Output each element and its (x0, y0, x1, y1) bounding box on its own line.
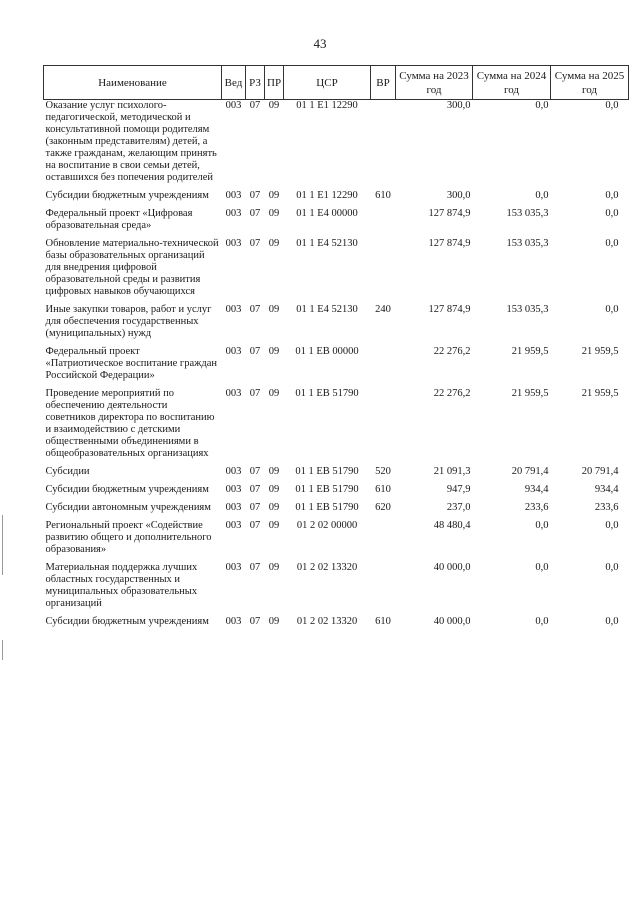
header-sum-2025: Сумма на 2025 год (551, 66, 629, 100)
row-rz: 07 (249, 100, 261, 111)
row-rz: 07 (249, 238, 261, 249)
header-sum-2023: Сумма на 2023 год (396, 66, 473, 100)
row-name: Федеральный проект «Цифровая образовательная среда» (45, 208, 193, 231)
row-vr: 610 (375, 190, 391, 201)
row-vr: 520 (375, 466, 391, 477)
row-vr (371, 562, 396, 616)
table-row (44, 388, 629, 466)
row-vr (371, 100, 396, 191)
row-ved: 003 (225, 190, 242, 201)
row-sum-2025: 0,0 (605, 208, 619, 219)
row-ved: 003 (225, 562, 242, 573)
row-name: Федеральный проект «Патриотическое воспитание граждан Российской Федерации» (45, 346, 218, 381)
row-sum-2024: 0,0 (535, 100, 549, 111)
row-name: Субсидии бюджетным учреждениям (45, 616, 209, 627)
row-vr (371, 346, 396, 388)
row-sum-2025: 21 959,5 (581, 388, 619, 399)
row-sum-2023: 48 480,4 (433, 520, 471, 531)
row-pr: 09 (268, 502, 280, 513)
row-pr: 09 (268, 562, 280, 573)
row-rz: 07 (249, 190, 261, 201)
row-sum-2025: 0,0 (605, 616, 619, 627)
row-ved: 003 (225, 520, 242, 531)
row-pr: 09 (268, 616, 280, 627)
row-csr: 01 1 Е4 00000 (296, 208, 358, 219)
row-sum-2024: 934,4 (524, 484, 549, 495)
table-row (44, 502, 629, 520)
row-sum-2024: 0,0 (535, 190, 549, 201)
row-vr: 610 (375, 616, 391, 627)
row-sum-2023: 127 874,9 (428, 304, 471, 315)
row-csr: 01 1 Е1 12290 (296, 100, 358, 111)
row-ved: 003 (225, 100, 242, 111)
margin-line (2, 640, 3, 660)
row-vr (371, 238, 396, 304)
row-csr: 01 1 ЕВ 51790 (295, 484, 359, 495)
row-pr: 09 (268, 304, 280, 315)
row-sum-2024: 20 791,4 (511, 466, 549, 477)
header-pr: ПР (265, 66, 284, 100)
row-sum-2025: 934,4 (594, 484, 619, 495)
row-name: Субсидии автономным учреждениям (45, 502, 211, 513)
table-row (44, 304, 629, 346)
row-name: Субсидии бюджетным учреждениям (45, 484, 209, 495)
row-rz: 07 (249, 520, 261, 531)
row-vr: 610 (375, 484, 391, 495)
row-vr (371, 520, 396, 562)
page-number: 43 (313, 36, 327, 51)
row-ved: 003 (225, 502, 242, 513)
table-row (44, 562, 629, 616)
row-ved: 003 (225, 466, 242, 477)
row-name: Проведение мероприятий по обеспечению деятельности советников директора по воспитанию и взаимодействию с детскими общественными объединениями в общеобразовательных организациях (45, 388, 215, 459)
row-csr: 01 1 ЕВ 00000 (295, 346, 359, 357)
row-rz: 07 (249, 502, 261, 513)
row-sum-2023: 21 091,3 (433, 466, 471, 477)
row-sum-2023: 300,0 (446, 190, 471, 201)
row-sum-2024: 153 035,3 (506, 208, 549, 219)
table-row (44, 100, 629, 191)
row-pr: 09 (268, 520, 280, 531)
row-sum-2023: 40 000,0 (433, 562, 471, 573)
row-ved: 003 (225, 616, 242, 627)
row-pr: 09 (268, 346, 280, 357)
table-row (44, 520, 629, 562)
table-row (44, 190, 629, 208)
row-rz: 07 (249, 388, 261, 399)
table-row (44, 484, 629, 502)
row-rz: 07 (249, 562, 261, 573)
row-sum-2023: 237,0 (446, 502, 471, 513)
row-sum-2023: 40 000,0 (433, 616, 471, 627)
row-csr: 01 1 Е1 12290 (296, 190, 358, 201)
row-rz: 07 (249, 304, 261, 315)
row-rz: 07 (249, 616, 261, 627)
row-sum-2024: 0,0 (535, 562, 549, 573)
row-csr: 01 2 02 13320 (296, 616, 358, 627)
row-pr: 09 (268, 190, 280, 201)
row-sum-2024: 21 959,5 (511, 388, 549, 399)
row-sum-2024: 21 959,5 (511, 346, 549, 357)
header-ved: Вед (222, 66, 246, 100)
header-rz: РЗ (246, 66, 265, 100)
row-sum-2023: 300,0 (446, 100, 471, 111)
table-row (44, 208, 629, 238)
row-ved: 003 (225, 304, 242, 315)
row-sum-2025: 20 791,4 (581, 466, 619, 477)
row-sum-2025: 233,6 (594, 502, 619, 513)
row-sum-2025: 0,0 (605, 238, 619, 249)
row-vr (371, 388, 396, 466)
header-vr: ВР (371, 66, 396, 100)
row-rz: 07 (249, 466, 261, 477)
row-sum-2025: 0,0 (605, 190, 619, 201)
table-row (44, 616, 629, 634)
row-csr: 01 2 02 13320 (296, 562, 358, 573)
row-name: Обновление материально-технической базы образовательных организаций для внедрения цифровой образовательной среды и развития цифровых навыков обучающихся (45, 238, 219, 297)
row-rz: 07 (249, 484, 261, 495)
row-name: Субсидии (45, 466, 90, 477)
row-pr: 09 (268, 466, 280, 477)
row-pr: 09 (268, 484, 280, 495)
row-vr: 620 (375, 502, 391, 513)
row-sum-2023: 22 276,2 (433, 388, 471, 399)
row-pr: 09 (268, 100, 280, 111)
row-csr: 01 1 ЕВ 51790 (295, 502, 359, 513)
row-name: Материальная поддержка лучших областных государственных и муниципальных образовательных организаций (45, 562, 198, 609)
row-pr: 09 (268, 208, 280, 219)
row-sum-2024: 153 035,3 (506, 238, 549, 249)
row-ved: 003 (225, 208, 242, 219)
row-sum-2025: 0,0 (605, 100, 619, 111)
header-csr: ЦСР (284, 66, 371, 100)
row-pr: 09 (268, 238, 280, 249)
row-sum-2025: 0,0 (605, 520, 619, 531)
row-csr: 01 1 ЕВ 51790 (295, 466, 359, 477)
row-sum-2024: 0,0 (535, 616, 549, 627)
row-name: Субсидии бюджетным учреждениям (45, 190, 209, 201)
row-ved: 003 (225, 238, 242, 249)
table-row (44, 238, 629, 304)
table-row (44, 346, 629, 388)
margin-line (2, 515, 3, 575)
row-ved: 003 (225, 388, 242, 399)
row-sum-2023: 127 874,9 (428, 208, 471, 219)
row-vr (371, 208, 396, 238)
row-rz: 07 (249, 346, 261, 357)
row-rz: 07 (249, 208, 261, 219)
row-sum-2023: 127 874,9 (428, 238, 471, 249)
table-header-row (44, 66, 629, 100)
row-sum-2025: 0,0 (605, 562, 619, 573)
row-sum-2023: 947,9 (446, 484, 471, 495)
budget-table (43, 65, 629, 634)
row-sum-2024: 0,0 (535, 520, 549, 531)
row-name: Региональный проект «Содействие развитию общего и дополнительного образования» (45, 520, 212, 555)
row-sum-2025: 21 959,5 (581, 346, 619, 357)
table-row (44, 466, 629, 484)
row-csr: 01 1 Е4 52130 (296, 304, 358, 315)
row-ved: 003 (225, 346, 242, 357)
row-csr: 01 2 02 00000 (296, 520, 358, 531)
row-name: Оказание услуг психолого-педагогической, методической и консультативной помощи родителям (законным представителям) детей, а также гражданам, желающим принять на воспитание в свои семьи детей, оставшихся без попечения родителей (45, 100, 217, 183)
row-pr: 09 (268, 388, 280, 399)
row-ved: 003 (225, 484, 242, 495)
header-sum-2024: Сумма на 2024 год (473, 66, 551, 100)
row-sum-2023: 22 276,2 (433, 346, 471, 357)
row-sum-2025: 0,0 (605, 304, 619, 315)
row-sum-2024: 233,6 (524, 502, 549, 513)
row-sum-2024: 153 035,3 (506, 304, 549, 315)
row-vr: 240 (375, 304, 391, 315)
row-csr: 01 1 Е4 52130 (296, 238, 358, 249)
row-csr: 01 1 ЕВ 51790 (295, 388, 359, 399)
row-name: Иные закупки товаров, работ и услуг для обеспечения государственных (муниципальных) нужд (45, 304, 212, 339)
header-name: Наименование (44, 66, 222, 100)
